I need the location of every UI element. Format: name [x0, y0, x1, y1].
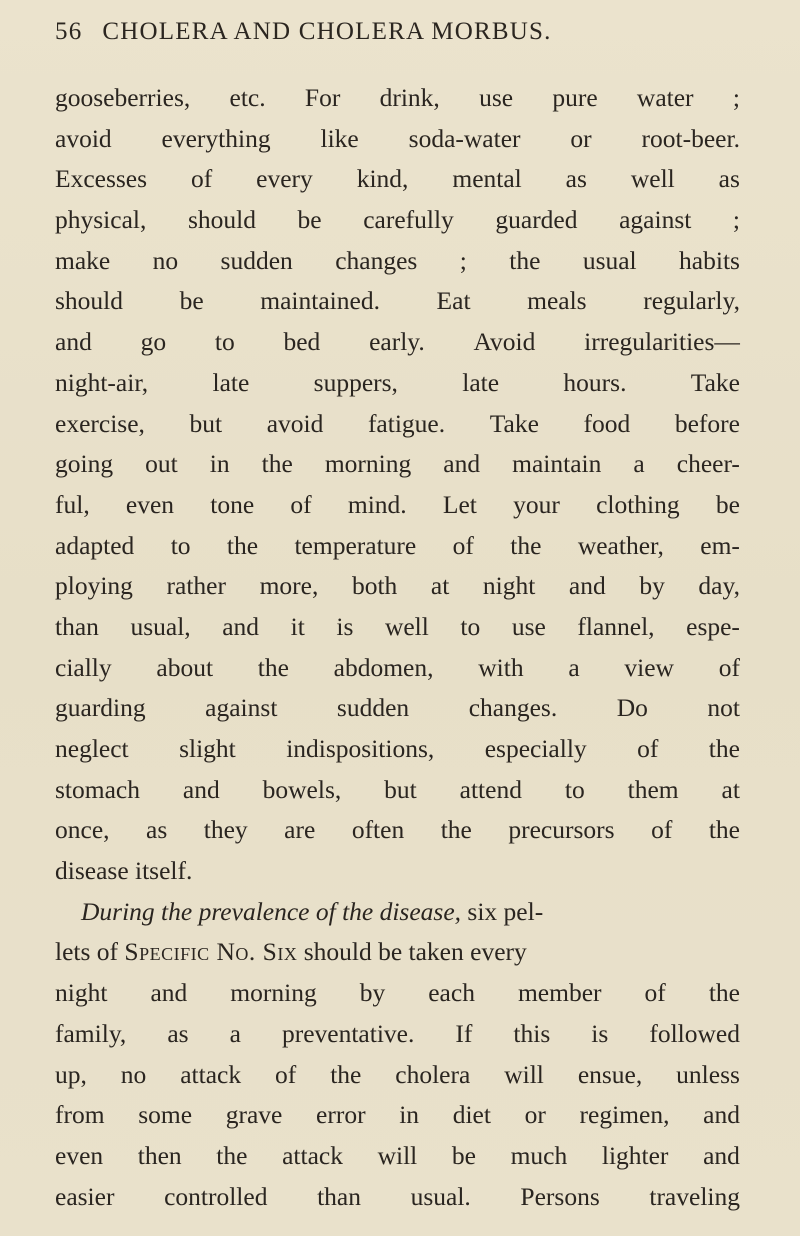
text-line: night-air, late suppers, late hours. Take: [55, 367, 740, 397]
page-header: [55, 18, 775, 58]
text-line: [55, 892, 740, 933]
text-line: avoid everything like soda-water or root-beer.: [55, 123, 740, 153]
text-line: Excesses of every kind, mental as well as: [55, 164, 740, 194]
text-line: ful, even tone of mind. Let your clothing be: [55, 489, 740, 519]
text-line: disease itself.: [55, 856, 193, 886]
text-line: stomach and bowels, but attend to them at: [55, 774, 740, 804]
running-head: CHOLERA AND CHOLERA MORBUS.: [102, 18, 552, 45]
text-line: exercise, but avoid fatigue. Take food before: [55, 408, 740, 438]
text-line: once, as they are often the precursors of the: [55, 815, 740, 845]
text-line: easier controlled than usual. Persons traveling: [55, 1181, 740, 1211]
text-line: even then the attack will be much lighter and: [55, 1140, 740, 1170]
body-text: [55, 78, 740, 1217]
text-span: lets of: [55, 937, 119, 967]
page-number: 56: [55, 18, 83, 45]
text-line: neglect slight indispositions, especially of the: [55, 734, 740, 763]
text-line: cially about the abdomen, with a view of: [55, 652, 740, 682]
text-line: make no sudden changes ; the usual habits: [55, 245, 740, 275]
small-caps-phrase: Specific No. Six: [124, 937, 298, 967]
text-line: [55, 932, 740, 973]
text-line: adapted to the temperature of the weather, em-: [55, 530, 740, 560]
text-span: should be taken every: [303, 937, 527, 967]
text-line: ploying rather more, both at night and by day,: [55, 571, 740, 601]
text-line: should be maintained. Eat meals regularly,: [55, 286, 740, 316]
text-line: family, as a preventative. If this is followed: [55, 1018, 740, 1048]
paragraph-1: [55, 78, 740, 892]
text-line: than usual, and it is well to use flannel, espe-: [55, 611, 740, 641]
text-span: six pel-: [467, 896, 544, 926]
text-line: and go to bed early. Avoid irregularities—: [55, 327, 740, 357]
paragraph-2: [55, 892, 740, 1218]
italic-phrase: During the prevalence of the disease,: [81, 896, 462, 926]
text-line: going out in the morning and maintain a cheer-: [55, 449, 740, 479]
text-line: physical, should be carefully guarded against ;: [55, 205, 740, 235]
text-line: from some grave error in diet or regimen, and: [55, 1100, 740, 1130]
text-line: up, no attack of the cholera will ensue, unless: [55, 1059, 740, 1089]
text-line: guarding against sudden changes. Do not: [55, 693, 740, 723]
text-line: night and morning by each member of the: [55, 978, 740, 1008]
text-line: gooseberries, etc. For drink, use pure water ;: [55, 83, 740, 112]
